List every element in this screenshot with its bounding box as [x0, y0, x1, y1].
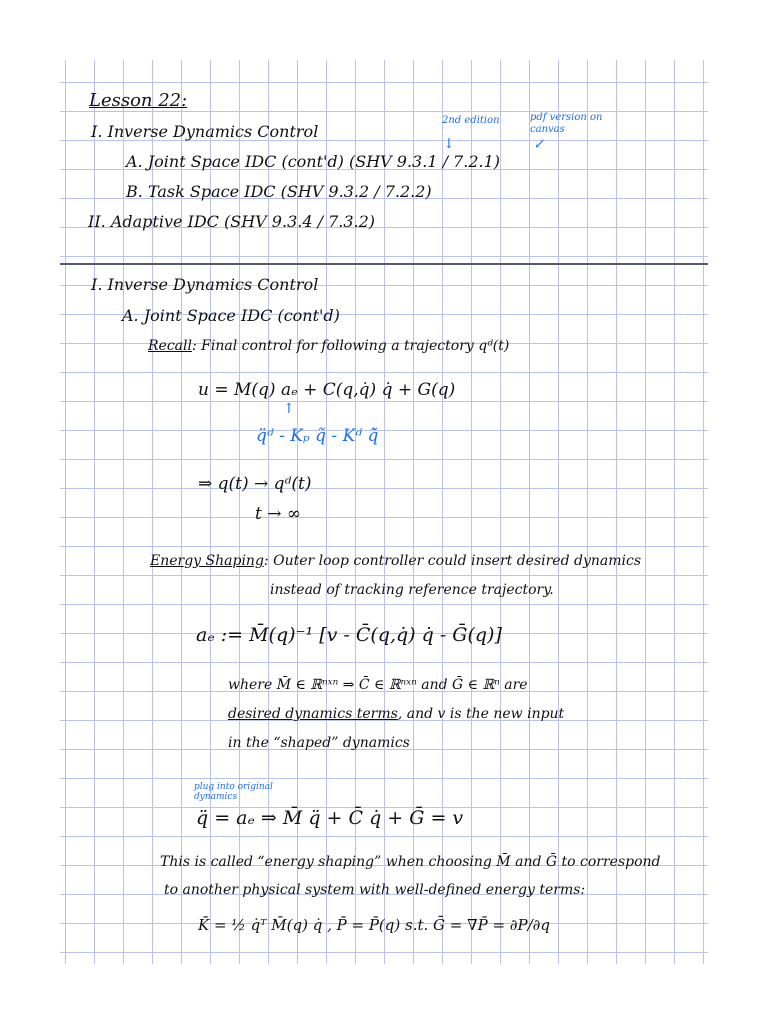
section-divider [60, 263, 708, 265]
outline-item-b: B. Task Space IDC (SHV 9.3.2 / 7.2.2) [126, 182, 432, 201]
convergence-line: ⇒ q(t) → qᵈ(t) [198, 474, 312, 494]
energy-shaping-line [150, 553, 641, 569]
outer-loop-equation: q̈ᵈ - Kₚ q̃ - Kᵈ q̃̇ [256, 426, 379, 446]
outline-item-a: A. Joint Space IDC (cont'd) (SHV 9.3.1 / 7.2.1) [126, 152, 501, 171]
edition-annotation: 2nd edition [442, 115, 500, 126]
aq-definition-equation: aₑ := M̄(q)⁻¹ [v - C̄(q,q̇) q̇ - Ḡ(q)] [196, 624, 502, 646]
desired-dynamics-terms: desired dynamics terms [228, 706, 398, 722]
recall-text: : Final control for following a trajectory qᵈ(t) [191, 338, 510, 354]
edition-arrow-icon: ↓ [443, 136, 455, 152]
convergence-limit: t → ∞ [255, 504, 302, 524]
pdf-arrow-icon: ↙ [534, 136, 546, 152]
new-input-text: , and v is the new input [397, 706, 565, 722]
energy-terms-equation: K̄ = ½ q̇ᵀ M̄(q) q̇ , P̄ = P̄(q) s.t. Ḡ = ∇P̄ = ∂P/∂q [198, 916, 551, 934]
section-heading-i: I. Inverse Dynamics Control [91, 275, 319, 294]
shaped-dynamics-equation: q̈ = aₑ ⇒ M̄ q̈ + C̄ q̇ + Ḡ = v [196, 807, 464, 829]
energy-shaping-note-2: to another physical system with well-defined energy terms: [164, 882, 586, 898]
recall-label: Recall [148, 338, 192, 354]
outline-item-i: I. Inverse Dynamics Control [91, 122, 319, 141]
section-heading-a: A. Joint Space IDC (cont'd) [122, 306, 340, 325]
energy-shaping-note-1: This is called “energy shaping” when choosing M̄ and Ḡ to correspond [160, 854, 661, 870]
control-law-equation: u = M(q) aₑ + C(q,q̇) q̇ + G(q) [198, 380, 456, 400]
notebook-page [60, 60, 708, 964]
energy-shaping-text: : Outer loop controller could insert desired dynamics [263, 553, 642, 569]
plug-annotation: plug into original dynamics [194, 782, 273, 802]
up-arrow-icon: ↑ [283, 401, 295, 417]
recall-line [148, 338, 509, 354]
energy-shaping-text-2: instead of tracking reference trajectory. [270, 582, 554, 598]
lesson-title: Lesson 22: [89, 90, 188, 111]
where-line-1: where M̄ ∈ ℝⁿˣⁿ ⇒ C̄ ∈ ℝⁿˣⁿ and Ḡ ∈ ℝⁿ are [228, 677, 528, 693]
energy-shaping-label: Energy Shaping [150, 553, 264, 569]
pdf-annotation: pdf version on canvas [530, 112, 603, 135]
where-line-2 [228, 706, 564, 722]
outline-item-ii: II. Adaptive IDC (SHV 9.3.4 / 7.3.2) [88, 212, 376, 231]
where-line-3: in the “shaped” dynamics [228, 735, 410, 751]
